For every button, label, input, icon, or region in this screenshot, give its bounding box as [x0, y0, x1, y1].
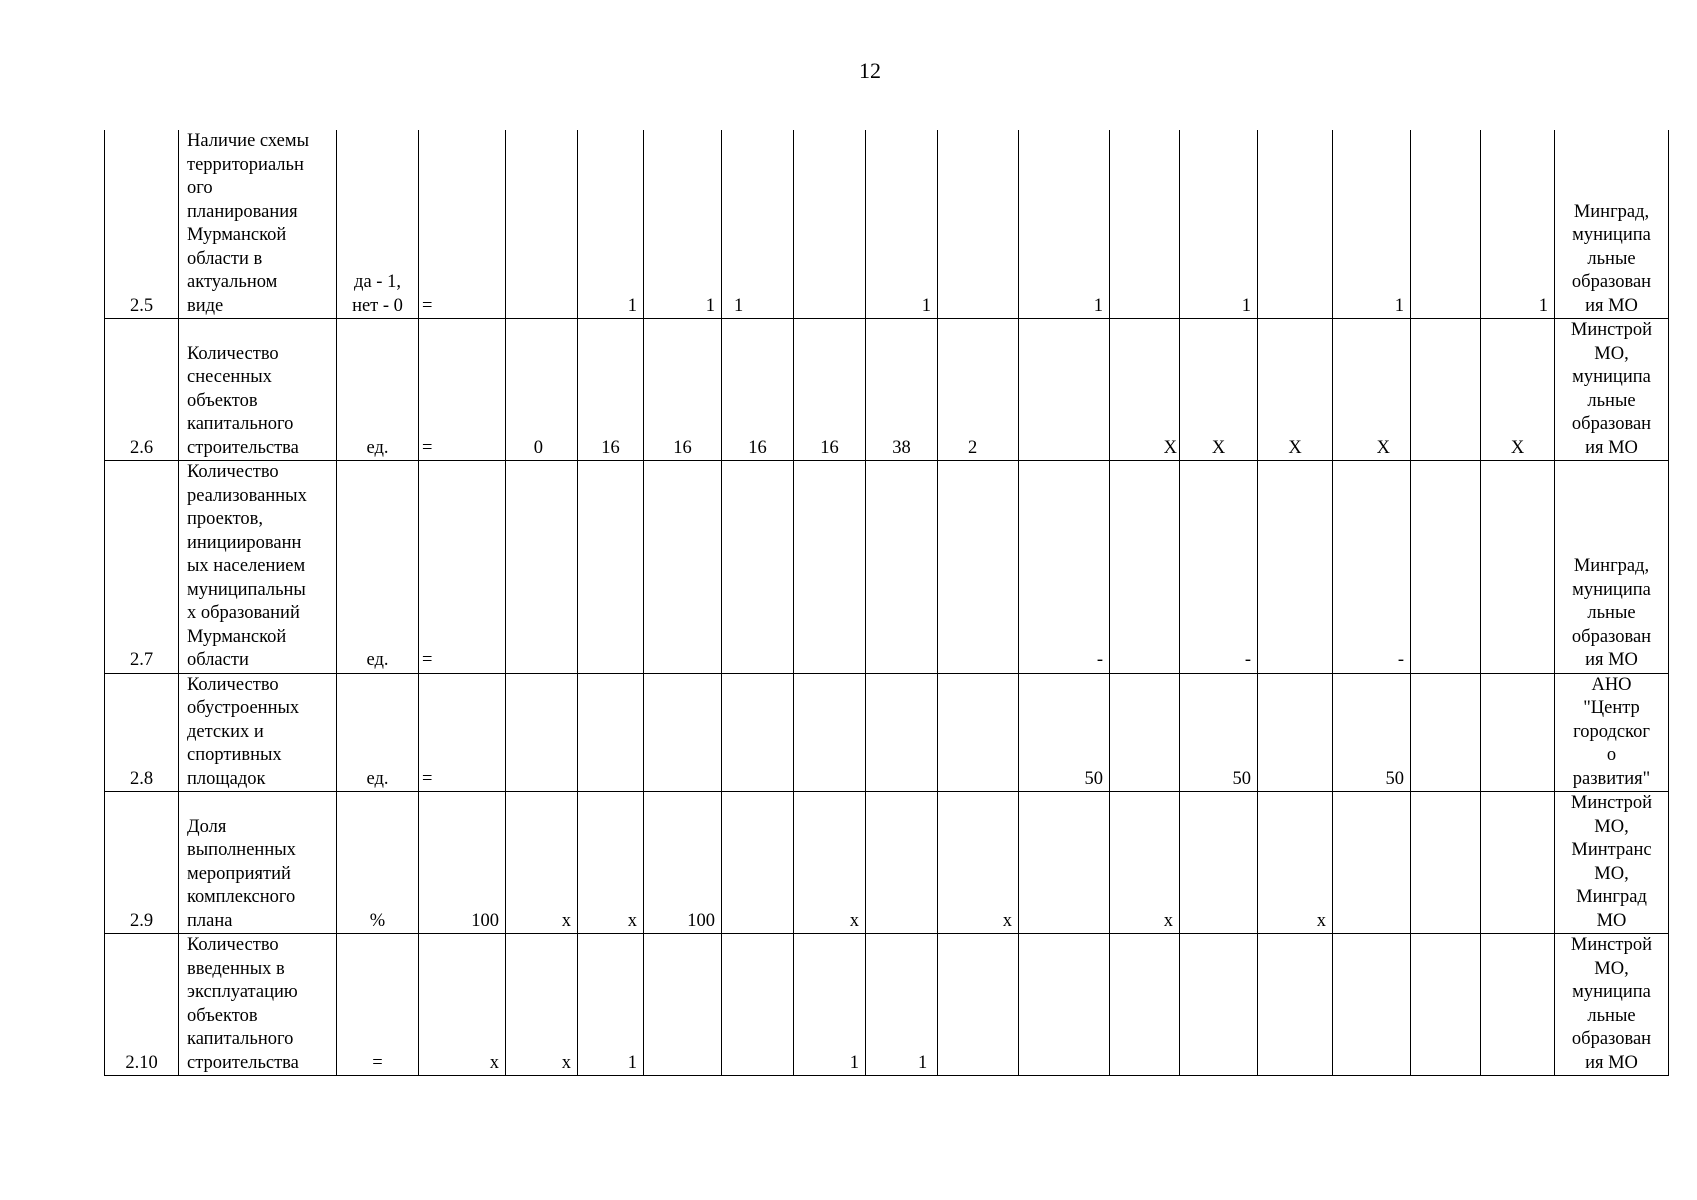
value-cell	[794, 461, 866, 674]
value-cell: x	[506, 934, 578, 1076]
indicator-name: Количество введенных в эксплуатацию объектов капитального строительства	[179, 934, 337, 1076]
value-cell: 50	[1333, 673, 1411, 792]
value-cell	[1411, 934, 1481, 1076]
table-row	[105, 130, 1669, 319]
value-cell: 1	[866, 130, 938, 319]
row-number: 2.6	[105, 319, 179, 461]
direction-cell: =	[419, 319, 506, 461]
value-cell: X	[1258, 319, 1333, 461]
direction-cell: =	[419, 461, 506, 674]
value-cell: X	[1333, 319, 1411, 461]
row-number: 2.9	[105, 792, 179, 934]
value-cell	[1481, 792, 1555, 934]
value-cell: x	[1110, 792, 1180, 934]
value-cell: 100	[644, 792, 722, 934]
responsible-cell: Минстрой МО, муниципа льные образован ия МО	[1555, 934, 1669, 1076]
row-number: 2.10	[105, 934, 179, 1076]
value-cell	[1180, 934, 1258, 1076]
value-cell	[506, 461, 578, 674]
value-cell: 1	[644, 130, 722, 319]
value-cell: X	[1180, 319, 1258, 461]
indicator-name: Количество реализованных проектов, инициированн ых населением муниципальны х образований Мурманской области	[179, 461, 337, 674]
value-cell	[866, 461, 938, 674]
table-row	[105, 792, 1669, 934]
value-cell	[1333, 934, 1411, 1076]
value-cell	[1258, 130, 1333, 319]
value-cell: x	[938, 792, 1019, 934]
value-cell	[866, 792, 938, 934]
direction-cell: =	[419, 673, 506, 792]
value-cell: x	[506, 792, 578, 934]
value-cell	[1019, 792, 1110, 934]
value-cell: -	[1333, 461, 1411, 674]
value-cell	[1258, 934, 1333, 1076]
value-cell	[722, 461, 794, 674]
unit-cell: %	[337, 792, 419, 934]
value-cell: 1	[866, 934, 938, 1076]
value-cell: x	[578, 792, 644, 934]
indicator-name: Количество снесенных объектов капитального строительства	[179, 319, 337, 461]
value-cell: 0	[506, 319, 578, 461]
responsible-cell: Минград, муниципа льные образован ия МО	[1555, 461, 1669, 674]
table-row	[105, 673, 1669, 792]
row-number: 2.7	[105, 461, 179, 674]
value-cell	[1110, 673, 1180, 792]
value-cell	[722, 934, 794, 1076]
value-cell: 16	[722, 319, 794, 461]
value-cell	[722, 673, 794, 792]
indicator-name: Количество обустроенных детских и спортивных площадок	[179, 673, 337, 792]
value-cell: 1	[578, 934, 644, 1076]
direction-cell: x	[419, 934, 506, 1076]
value-cell: 16	[794, 319, 866, 461]
responsible-cell: Минстрой МО, муниципа льные образован ия МО	[1555, 319, 1669, 461]
value-cell: X	[1481, 319, 1555, 461]
value-cell	[794, 673, 866, 792]
value-cell	[1180, 792, 1258, 934]
value-cell	[506, 130, 578, 319]
value-cell: -	[1180, 461, 1258, 674]
value-cell: x	[794, 792, 866, 934]
value-cell	[644, 461, 722, 674]
value-cell: 50	[1019, 673, 1110, 792]
value-cell	[506, 673, 578, 792]
value-cell: 16	[578, 319, 644, 461]
value-cell: 16	[644, 319, 722, 461]
value-cell	[938, 130, 1019, 319]
value-cell	[1333, 792, 1411, 934]
table-row	[105, 319, 1669, 461]
page-number: 12	[859, 58, 881, 83]
table-row	[105, 934, 1669, 1076]
value-cell: 1	[794, 934, 866, 1076]
value-cell	[578, 461, 644, 674]
value-cell: 1	[1019, 130, 1110, 319]
unit-cell: ед.	[337, 319, 419, 461]
unit-cell: ед.	[337, 461, 419, 674]
value-cell	[938, 673, 1019, 792]
value-cell: -	[1019, 461, 1110, 674]
row-number: 2.8	[105, 673, 179, 792]
responsible-cell: АНО "Центр городског о развития"	[1555, 673, 1669, 792]
indicator-name: Доля выполненных мероприятий комплексного плана	[179, 792, 337, 934]
value-cell	[1258, 673, 1333, 792]
unit-cell: да - 1, нет - 0	[337, 130, 419, 319]
value-cell	[1481, 934, 1555, 1076]
value-cell	[1258, 461, 1333, 674]
value-cell	[866, 673, 938, 792]
value-cell: 1	[578, 130, 644, 319]
value-cell: 1	[1333, 130, 1411, 319]
responsible-cell: Минстрой МО, Минтранс МО, Минград МО	[1555, 792, 1669, 934]
value-cell	[722, 792, 794, 934]
value-cell	[1110, 461, 1180, 674]
row-number: 2.5	[105, 130, 179, 319]
value-cell	[1019, 934, 1110, 1076]
indicators-table	[104, 130, 1669, 1076]
value-cell	[938, 934, 1019, 1076]
direction-cell: =	[419, 130, 506, 319]
value-cell	[794, 130, 866, 319]
value-cell	[1411, 130, 1481, 319]
value-cell	[1481, 461, 1555, 674]
value-cell: 1	[1180, 130, 1258, 319]
value-cell: 50	[1180, 673, 1258, 792]
value-cell	[1411, 673, 1481, 792]
value-cell	[1411, 319, 1481, 461]
table-row	[105, 461, 1669, 674]
value-cell	[1411, 461, 1481, 674]
direction-cell: 100	[419, 792, 506, 934]
value-cell	[938, 461, 1019, 674]
value-cell	[1110, 130, 1180, 319]
value-cell: 2	[938, 319, 1019, 461]
value-cell: 38	[866, 319, 938, 461]
value-cell	[578, 673, 644, 792]
value-cell	[1110, 934, 1180, 1076]
value-cell	[644, 934, 722, 1076]
value-cell	[1411, 792, 1481, 934]
responsible-cell: Минград, муниципа льные образован ия МО	[1555, 130, 1669, 319]
value-cell: 1	[1481, 130, 1555, 319]
unit-cell: =	[337, 934, 419, 1076]
value-cell	[1019, 319, 1110, 461]
value-cell: X	[1110, 319, 1180, 461]
value-cell: x	[1258, 792, 1333, 934]
unit-cell: ед.	[337, 673, 419, 792]
value-cell: 1	[722, 130, 794, 319]
indicator-name: Наличие схемы территориальн ого планирования Мурманской области в актуальном виде	[179, 130, 337, 319]
value-cell	[644, 673, 722, 792]
value-cell	[1481, 673, 1555, 792]
